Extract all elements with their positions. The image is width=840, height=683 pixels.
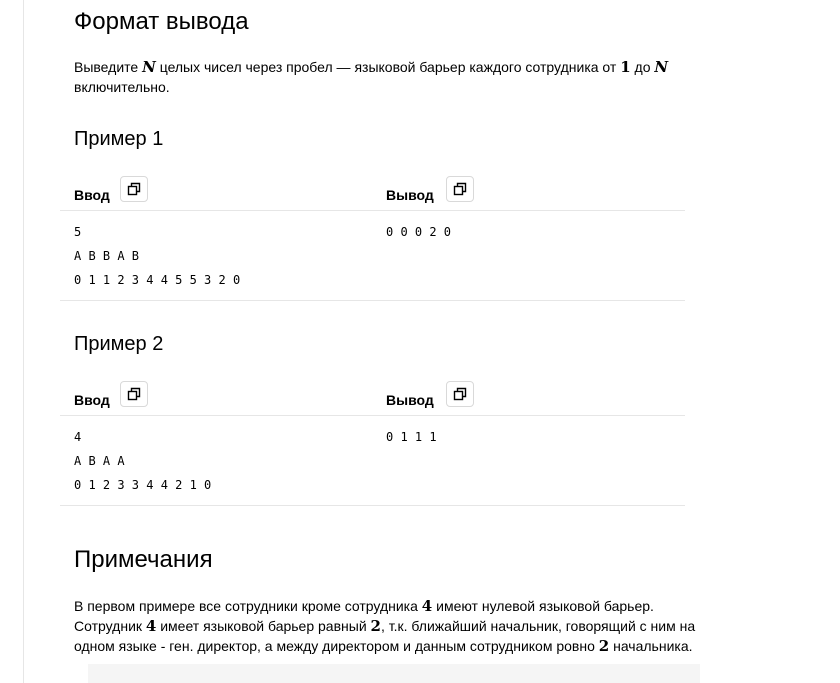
example-2-header-divider <box>60 415 685 416</box>
example-1-output-line-1: 0 0 0 2 0 <box>386 225 452 239</box>
example-1-input-label: Ввод <box>74 187 110 203</box>
math-n-end: N <box>654 58 669 76</box>
notes-line2-mid: имеет языковой барьер равный <box>160 618 367 634</box>
example-2-input-line-3: 0 1 2 3 3 4 4 2 1 0 <box>74 478 212 492</box>
example-1-input-line-2: A B B A B <box>74 249 140 263</box>
left-border-line <box>23 0 24 683</box>
example-1-bottom-divider <box>60 300 685 301</box>
output-format-text-do: до <box>634 59 651 75</box>
output-format-heading: Формат вывода <box>74 8 249 35</box>
example-2-copy-output-button[interactable] <box>446 381 474 407</box>
example-2-bottom-divider <box>60 505 685 506</box>
copy-icon <box>127 182 141 196</box>
math-four-2: 4 <box>145 617 157 635</box>
copy-icon <box>453 182 467 196</box>
math-two: 2 <box>370 617 381 635</box>
math-n: N <box>142 58 156 76</box>
math-four: 4 <box>421 597 433 615</box>
notes-line1-end: имеют нулевой языковой барьер. <box>436 598 654 614</box>
output-format-text <box>74 57 714 97</box>
example-1-copy-output-button[interactable] <box>446 176 474 202</box>
notes-line3-end: начальника. <box>613 638 693 654</box>
example-1-copy-input-button[interactable] <box>120 176 148 202</box>
notes-text <box>74 596 724 656</box>
output-format-text-line2: включительно. <box>74 79 170 95</box>
notes-heading: Примечания <box>74 546 213 573</box>
copy-icon <box>453 387 467 401</box>
example-1-output-label: Вывод <box>386 187 434 203</box>
example-1-header-divider <box>60 210 685 211</box>
copy-icon <box>127 387 141 401</box>
math-two-2: 2 <box>598 637 610 655</box>
example-2-copy-input-button[interactable] <box>120 381 148 407</box>
notes-line2-start: Сотрудник <box>74 618 143 634</box>
notes-line2-end: , т.к. ближайший начальник, говорящий с ним на <box>380 618 696 634</box>
notes-line3-start: одном языке - ген. директор, а между директором и данным сотрудником ровно <box>74 638 595 654</box>
example-1-title: Пример 1 <box>74 128 164 150</box>
example-2-input-line-1: 4 <box>74 430 82 444</box>
example-2-input-label: Ввод <box>74 392 110 408</box>
output-format-text-start: Выведите <box>74 59 139 75</box>
example-2-input-line-2: A B A A <box>74 454 125 468</box>
example-1-header <box>60 176 685 214</box>
example-2-header <box>60 381 685 419</box>
notes-line1-start: В первом примере все сотрудники кроме сотрудника <box>74 598 418 614</box>
example-2-title: Пример 2 <box>74 333 164 355</box>
example-2-block <box>60 381 685 506</box>
example-1-input-line-1: 5 <box>74 225 82 239</box>
example-2-output-label: Вывод <box>386 392 434 408</box>
example-2-output-line-1: 0 1 1 1 <box>386 430 437 444</box>
math-one: 1 <box>620 58 631 76</box>
code-block-top <box>88 664 700 683</box>
output-format-text-mid: целых чисел через пробел — языковой барьер каждого сотрудника от <box>159 59 617 75</box>
example-1-input-line-3: 0 1 1 2 3 4 4 5 5 3 2 0 <box>74 273 241 287</box>
example-1-block <box>60 176 685 301</box>
